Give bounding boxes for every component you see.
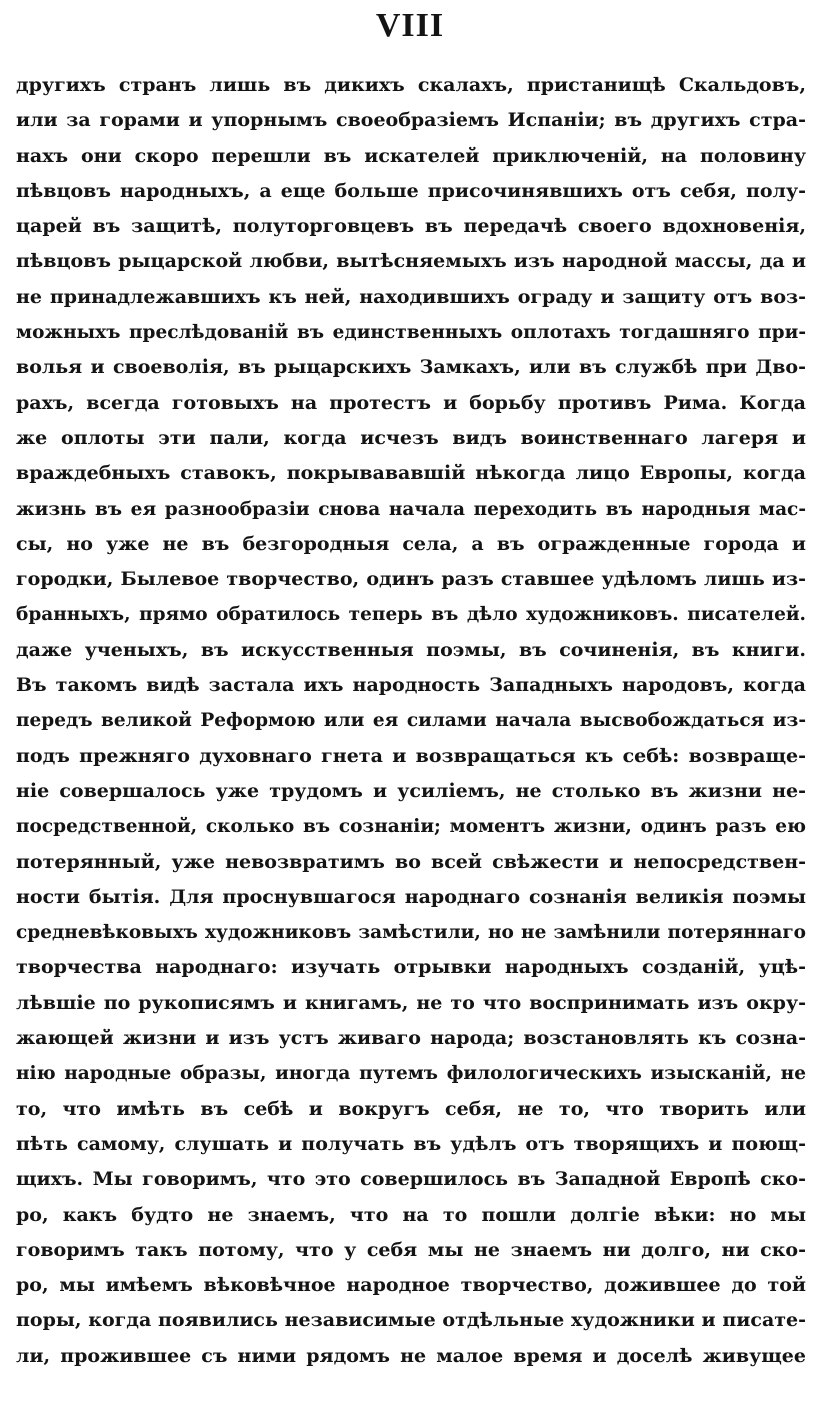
- text-line: бранныхъ, прямо обратилось теперь въ дѣло художниковъ. писателей.: [16, 604, 806, 626]
- text-line: передъ великой Реформою или ея силами начала высвобождаться из-: [16, 710, 806, 732]
- text-line: ро, какъ будто не знаемъ, что на то пошли долгіе вѣки: но мы: [16, 1203, 806, 1226]
- text-line: нію народные образы, иногда путемъ филологическихъ изысканій, не: [16, 1063, 806, 1085]
- text-line: даже ученыхъ, въ искусственныя поэмы, въ сочиненія, въ книги.: [16, 638, 806, 661]
- text-line: рахъ, всегда готовыхъ на протестъ и борьбу противъ Рима. Когда: [16, 391, 806, 414]
- text-line: же оплоты эти пали, когда исчезъ видъ воинственнаго лагеря и: [16, 426, 806, 449]
- text-line: пѣвцовъ народныхъ, а еще больше присочинявшихъ отъ себя, полу-: [16, 179, 806, 202]
- text-line: пѣть самому, слушать и получать въ удѣлъ отъ творящихъ и поющ-: [16, 1132, 806, 1155]
- text-line: городки, Былевое творчество, одинъ разъ ставшее удѣломъ лишь из-: [16, 568, 806, 591]
- text-line: посредственной, сколько въ сознаніи; моментъ жизни, одинъ разъ ею: [16, 816, 806, 838]
- text-line: потерянный, уже невозвратимъ во всей свѣжести и непосредствен-: [16, 850, 806, 873]
- text-line: подъ прежняго духовнаго гнета и возвращаться къ себѣ: возвраще-: [16, 744, 806, 767]
- text-line: ли, прожившее съ ними рядомъ не малое время и доселѣ живущее: [16, 1344, 806, 1367]
- text-line: можныхъ преслѣдованій въ единственныхъ оплотахъ тогдашняго при-: [16, 322, 806, 344]
- text-line: Въ такомъ видѣ застала ихъ народность Западныхъ народовъ, когда: [16, 674, 806, 697]
- text-line: или за горами и упорнымъ своеобразіемъ Испаніи; въ другихъ стра-: [16, 109, 806, 132]
- text-line: ніе совершалось уже трудомъ и усиліемъ, не столько въ жизни не-: [16, 779, 806, 802]
- text-line: то, что имѣть въ себѣ и вокругъ себя, не то, что творить или: [16, 1097, 806, 1120]
- text-line: царей въ защитѣ, полуторговцевъ въ передачѣ своего вдохновенія,: [16, 215, 806, 238]
- text-line: средневѣковыхъ художниковъ замѣстили, но не замѣнили потеряннаго: [16, 922, 806, 944]
- text-line: другихъ странъ лишь въ дикихъ скалахъ, пристанищѣ Скальдовъ,: [16, 74, 806, 96]
- text-line: говоримъ такъ потому, что у себя мы не знаемъ ни долго, ни ско-: [16, 1238, 806, 1261]
- text-line: поры, когда появились независимые отдѣльные художники и писате-: [16, 1309, 806, 1332]
- page-number: VIII: [375, 7, 445, 44]
- text-line: жающей жизни и изъ устъ живаго народа; возстановлять къ созна-: [16, 1027, 806, 1050]
- text-line: лѣвшіе по рукописямъ и книгамъ, не то что воспринимать изъ окру-: [16, 991, 806, 1014]
- text-line: враждебныхъ ставокъ, покрывававшій нѣкогда лицо Европы, когда: [16, 462, 806, 485]
- text-line: пѣвцовъ рыцарской любви, вытѣсняемыхъ изъ народной массы, да и: [16, 250, 806, 273]
- body-text: [16, 68, 806, 1374]
- text-line: жизнь въ ея разнообразіи снова начала переходить въ народныя мас-: [16, 498, 806, 520]
- text-line: ро, мы имѣемъ вѣковѣчное народное творчество, дожившее до той: [16, 1274, 806, 1297]
- text-line: нахъ они скоро перешли въ искателей приключеній, на половину: [16, 144, 806, 167]
- text-line: ности бытія. Для проснувшагося народнаго сознанія великія поэмы: [16, 885, 806, 908]
- text-line: щихъ. Мы говоримъ, что это совершилось въ Западной Европѣ ско-: [16, 1168, 806, 1191]
- text-line: волья и своеволія, въ рыцарскихъ Замкахъ, или въ службѣ при Дво-: [16, 356, 806, 379]
- text-line: сы, но уже не въ безгородныя села, а въ огражденные города и: [16, 532, 806, 555]
- text-line: творчества народнаго: изучать отрывки народныхъ созданій, уцѣ-: [16, 956, 806, 979]
- text-line: не принадлежавшихъ къ ней, находившихъ ограду и защиту отъ воз-: [16, 285, 806, 308]
